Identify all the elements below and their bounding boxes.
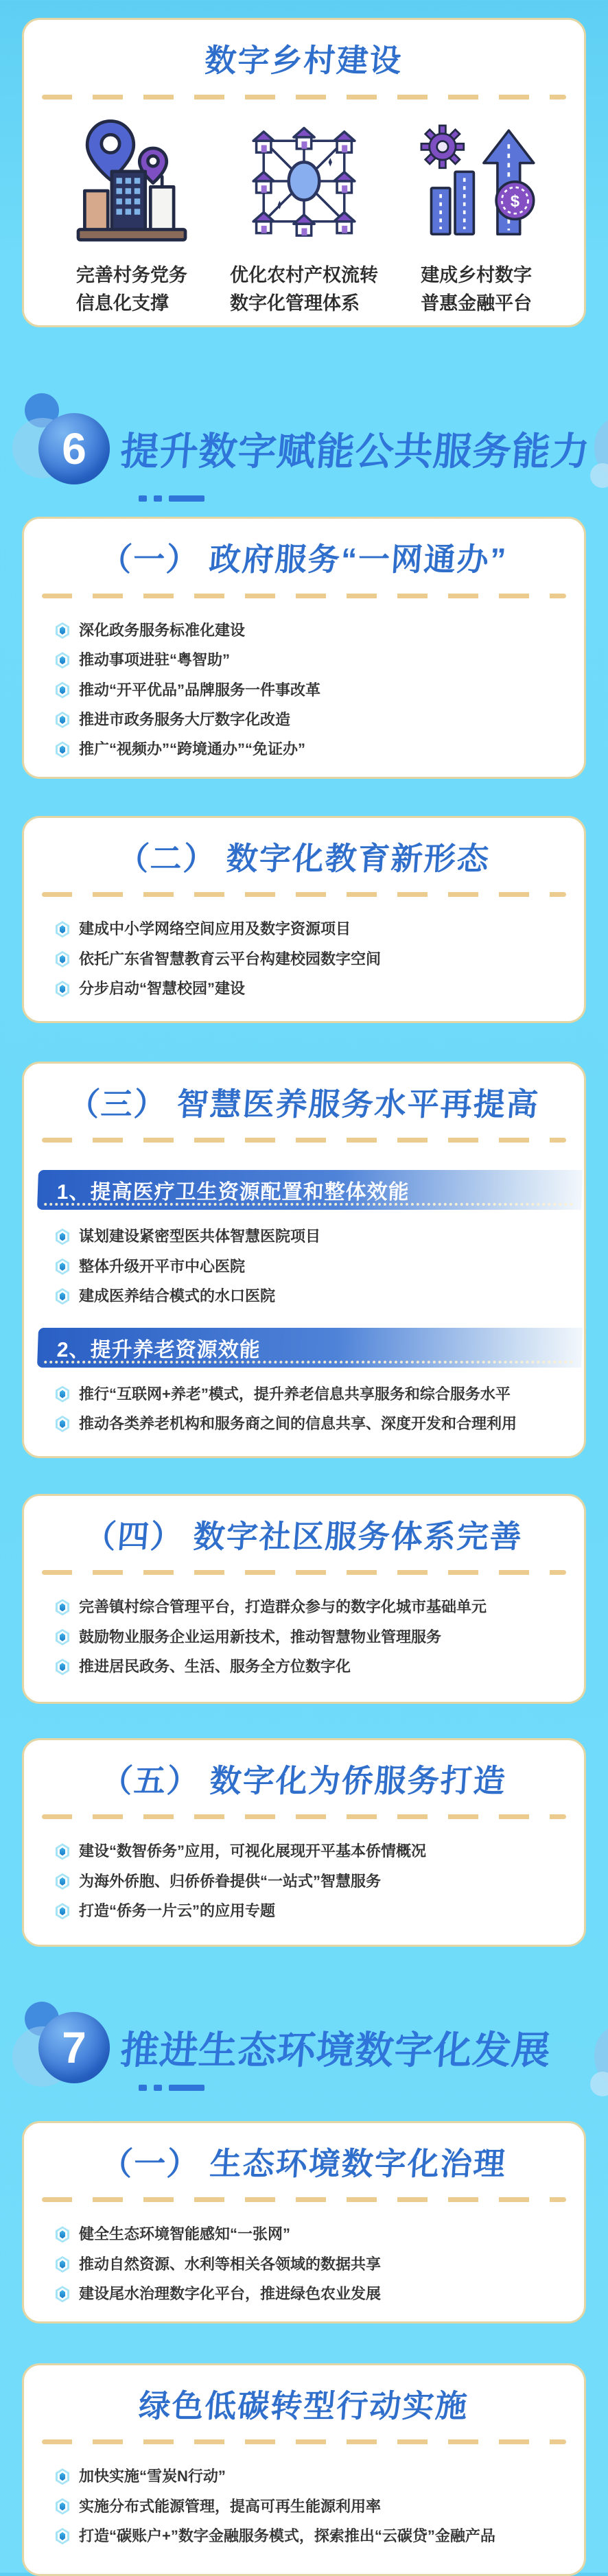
list-item <box>56 740 561 758</box>
bullet-text: 推广“视频办”“跨境通办”“免证办” <box>79 740 306 758</box>
bullet-text: 建设“数智侨务”应用，可视化展现开平基本侨情概况 <box>79 1842 427 1860</box>
dashed-separator <box>42 594 566 598</box>
title-dash-marks <box>139 495 204 502</box>
hex-bullet-icon <box>56 1843 69 1860</box>
village-item-party-affairs <box>54 116 209 319</box>
bullet-text: 依托广东省智慧教育云平台构建校园数字空间 <box>79 950 382 968</box>
bullet-list <box>24 1819 584 1938</box>
bullet-text: 谋划建设紧密型医共体智慧医院项目 <box>79 1228 321 1245</box>
dashed-separator <box>42 1814 566 1819</box>
list-item <box>56 2527 561 2545</box>
dashed-separator <box>42 2439 566 2444</box>
section-number-badge: 7 <box>38 2012 110 2083</box>
bullet-text: 深化政务服务标准化建设 <box>79 621 246 639</box>
finance-growth-icon <box>414 116 539 245</box>
card-title: （一） 生态环境数字化治理 <box>100 2145 508 2181</box>
bullet-text: 推进居民政务、生活、服务全方位数字化 <box>79 1658 351 1676</box>
hex-bullet-icon <box>56 2226 69 2243</box>
list-item <box>56 1385 561 1403</box>
section-6-header <box>22 388 608 510</box>
village-card-title: 数字乡村建设 <box>203 43 404 78</box>
list-item <box>56 1658 561 1676</box>
bullet-text: 鼓励物业服务企业运用新技术，推动智慧物业管理服务 <box>79 1628 442 1646</box>
hex-bullet-icon <box>56 1288 69 1304</box>
bullet-list <box>24 897 584 1016</box>
list-item <box>56 2285 561 2303</box>
list-item <box>56 2468 561 2485</box>
section-number-badge: 6 <box>38 413 110 484</box>
list-item <box>56 950 561 968</box>
list-item <box>56 2225 561 2243</box>
card-smart-healthcare <box>22 1062 586 1458</box>
decor-circle <box>590 2072 608 2096</box>
list-item <box>56 1902 561 1920</box>
decor-circle <box>590 463 608 488</box>
hex-bullet-icon <box>56 1873 69 1890</box>
hex-bullet-icon <box>56 2468 69 2485</box>
list-item <box>56 920 561 938</box>
list-item <box>56 1287 561 1305</box>
digital-village-card <box>22 18 586 327</box>
bullet-list <box>24 598 584 777</box>
list-item <box>56 711 561 729</box>
card-title: 绿色低碳转型行动实施 <box>137 2387 470 2424</box>
bullet-text: 推动各类养老机构和服务商之间的信息共享、深度开发和合理利用 <box>79 1414 517 1432</box>
svg-text:$: $ <box>510 192 520 211</box>
hex-bullet-icon <box>56 2286 69 2302</box>
list-item <box>56 1415 561 1433</box>
hex-bullet-icon <box>56 652 69 668</box>
bullet-list <box>24 1575 584 1694</box>
house-network-icon <box>243 116 365 245</box>
hex-bullet-icon <box>56 1903 69 1919</box>
list-item <box>56 1598 561 1616</box>
list-item <box>56 1842 561 1860</box>
bullet-text: 建成中小学网络空间应用及数字资源项目 <box>79 920 351 938</box>
section-7-title: 推进生态环境数字化发展 <box>118 2028 553 2072</box>
bullet-text: 建成医养结合模式的水口医院 <box>79 1287 276 1305</box>
list-item <box>56 622 561 640</box>
card-title: （五） 数字化为侨服务打造 <box>100 1762 508 1799</box>
list-item <box>56 2498 561 2516</box>
bullet-text: 推进市政务服务大厅数字化改造 <box>79 711 291 729</box>
village-item-property-transfer <box>226 116 382 319</box>
list-item <box>56 681 561 699</box>
dashed-separator <box>42 892 566 897</box>
bullet-text: 加快实施“雪炭N行动” <box>79 2468 226 2485</box>
list-item <box>56 2256 561 2273</box>
dashed-separator <box>42 1138 566 1143</box>
bullet-text: 打造“侨务一片云”的应用专题 <box>79 1902 276 1920</box>
dashed-separator <box>42 1570 566 1575</box>
bullet-list <box>24 2202 584 2321</box>
bullet-text: 完善镇村综合管理平台，打造群众参与的数字化城市基础单元 <box>79 1598 487 1616</box>
card-title: （二） 数字化教育新形态 <box>116 840 491 876</box>
bullet-text: 推动自然资源、水利等相关各领域的数据共享 <box>79 2255 382 2273</box>
hex-bullet-icon <box>56 1228 69 1245</box>
card-overseas-chinese-services <box>22 1738 586 1947</box>
card-title: （四） 数字社区服务体系完善 <box>83 1518 524 1554</box>
card-government-services <box>22 517 586 779</box>
bullet-text: 推行“互联网+养老”模式，提升养老信息共享服务和综合服务水平 <box>79 1385 511 1403</box>
hex-bullet-icon <box>56 2498 69 2515</box>
hex-bullet-icon <box>56 1386 69 1403</box>
hex-bullet-icon <box>56 1416 69 1432</box>
card-digital-education <box>22 816 586 1023</box>
hex-bullet-icon <box>56 2528 69 2544</box>
list-item <box>56 1873 561 1890</box>
card-title: （一） 政府服务“一网通办” <box>99 541 508 578</box>
village-items-row <box>24 99 584 326</box>
bullet-text: 打造“碳账户+”数字金融服务模式，探索推出“云碳贷”金融产品 <box>79 2527 495 2544</box>
hex-bullet-icon <box>56 951 69 968</box>
list-item <box>56 1628 561 1646</box>
bullet-list <box>24 1210 584 1315</box>
hex-bullet-icon <box>56 1659 69 1675</box>
bullet-text: 健全生态环境智能感知“一张网” <box>79 2225 291 2243</box>
bullet-text: 为海外侨胞、归侨侨眷提供“一站式”智慧服务 <box>79 1872 382 1890</box>
list-item <box>56 1258 561 1276</box>
section-6-title: 提升数字赋能公共服务能力 <box>118 430 592 473</box>
list-item <box>56 1228 561 1245</box>
hex-bullet-icon <box>56 921 69 937</box>
hex-bullet-icon <box>56 741 69 758</box>
list-item <box>56 980 561 998</box>
bullet-text: 推动事项进驻“粤智助” <box>79 651 231 669</box>
bullet-text: 实施分布式能源管理，提高可再生能源利用率 <box>79 2497 382 2515</box>
bullet-text: 推动“开平优品”品牌服务一件事改革 <box>79 681 321 699</box>
dashed-separator <box>42 95 566 99</box>
list-item <box>56 651 561 669</box>
hex-bullet-icon <box>56 622 69 639</box>
card-eco-environment-governance <box>22 2121 586 2323</box>
card-green-low-carbon <box>22 2363 586 2576</box>
village-item-caption: 完善村务党务 信息化支撑 <box>75 264 187 314</box>
hex-bullet-icon <box>56 1629 69 1646</box>
hex-bullet-icon <box>56 712 69 728</box>
hex-bullet-icon <box>56 682 69 699</box>
bullet-text: 分步启动“智慧校园”建设 <box>79 980 246 998</box>
village-item-finance-platform <box>399 116 554 319</box>
hex-bullet-icon <box>56 2256 69 2273</box>
sub-banner-medical: 1、提高医疗卫生资源配置和整体效能 <box>37 1170 583 1210</box>
section-7-header <box>22 1996 608 2099</box>
village-item-caption: 建成乡村数字 普惠金融平台 <box>421 264 533 314</box>
card-digital-community <box>22 1494 586 1704</box>
bullet-list <box>24 1368 584 1443</box>
title-dash-marks <box>139 2085 204 2091</box>
bullet-text: 整体升级开平市中心医院 <box>79 1257 246 1275</box>
hex-bullet-icon <box>56 1258 69 1275</box>
bullet-list <box>24 2444 584 2563</box>
hex-bullet-icon <box>56 1599 69 1615</box>
dashed-separator <box>42 2197 566 2202</box>
sub-banner-elderly-care: 2、提升养老资源效能 <box>37 1328 583 1368</box>
bullet-text: 建设尾水治理数字化平台，推进绿色农业发展 <box>79 2285 382 2303</box>
map-pin-city-icon <box>69 116 194 245</box>
village-item-caption: 优化农村产权流转 数字化管理体系 <box>229 264 378 314</box>
hex-bullet-icon <box>56 981 69 997</box>
card-title: （三） 智慧医养服务水平再提高 <box>67 1086 541 1122</box>
